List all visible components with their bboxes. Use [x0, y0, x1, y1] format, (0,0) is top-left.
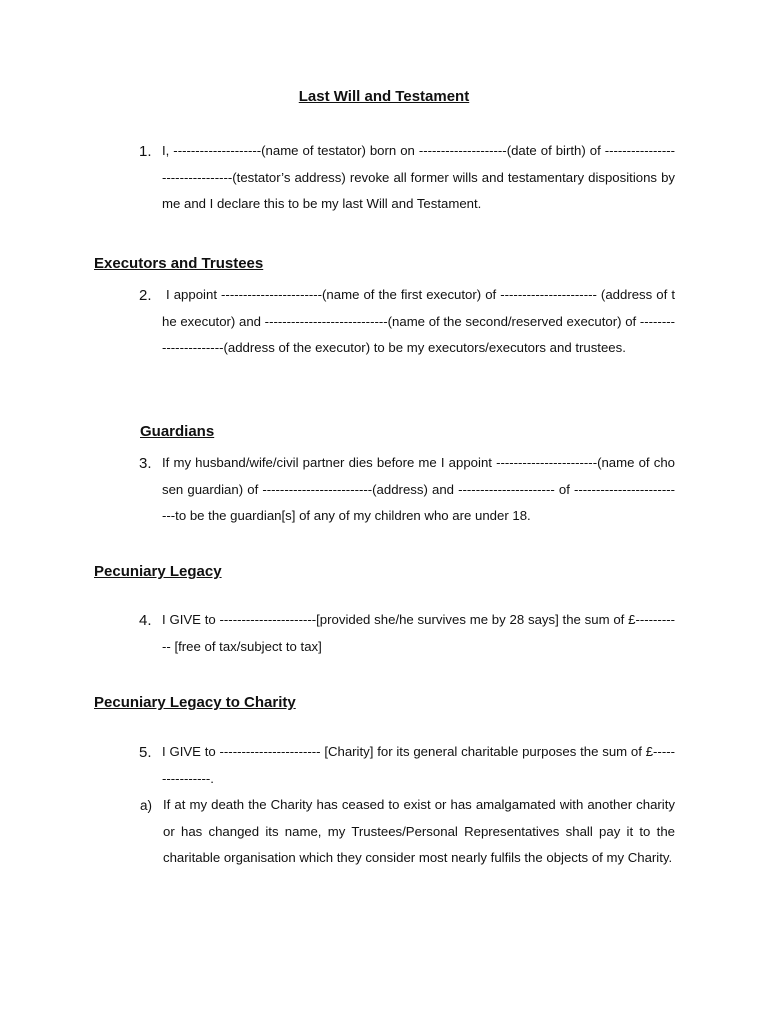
clause-3-text: If my husband/wife/civil partner dies before me I appoint -----------------------(name of chosen guardian) of -------------------------(address) and ---------------------- of --------------------------to be the guardian[s] of any of my children who are under 18. [162, 455, 675, 524]
clause-5a-text: If at my death the Charity has ceased to exist or has amalgamated with another charity or has changed its name, my Trustees/Personal Representatives shall pay it to the charitable organisation which they consider most nearly fulfils the objects of my Charity. [163, 797, 675, 866]
clause-2-text: I appoint -----------------------(name of the first executor) of ---------------------- (address of the executor) and ----------------------------(name of the second/reserved executor) of ----------------------(address of the executor) to be my executors/executors and trustees. [162, 287, 675, 356]
executors-heading: Executors and Trustees [94, 255, 264, 272]
clause-4-text: I GIVE to ----------------------[provided she/he survives me by 28 says] the sum of £----------- [free of tax/subject to tax] [162, 612, 675, 654]
guardians-heading: Guardians [140, 423, 215, 440]
clause-5-text: I GIVE to ----------------------- [Charity] for its general charitable purposes the sum of £----------------. [162, 744, 675, 786]
clause-5-number: 5. [139, 744, 152, 761]
clause-4-number: 4. [139, 612, 152, 629]
clause-2-number: 2. [139, 287, 152, 304]
clause-1-number: 1. [139, 143, 152, 160]
pecuniary-legacy-heading: Pecuniary Legacy [94, 563, 222, 580]
charity-legacy-heading: Pecuniary Legacy to Charity [94, 694, 296, 711]
document-title: Last Will and Testament [298, 88, 470, 105]
clause-5a-marker: a) [140, 798, 153, 813]
clause-1-text: I, --------------------(name of testator) born on --------------------(date of birth) of --------------------------------(testator’s address) revoke all former wills and testamentary dispositions by me and I declare this to be my last Will and Testament. [162, 143, 675, 212]
clause-3-number: 3. [139, 455, 152, 472]
